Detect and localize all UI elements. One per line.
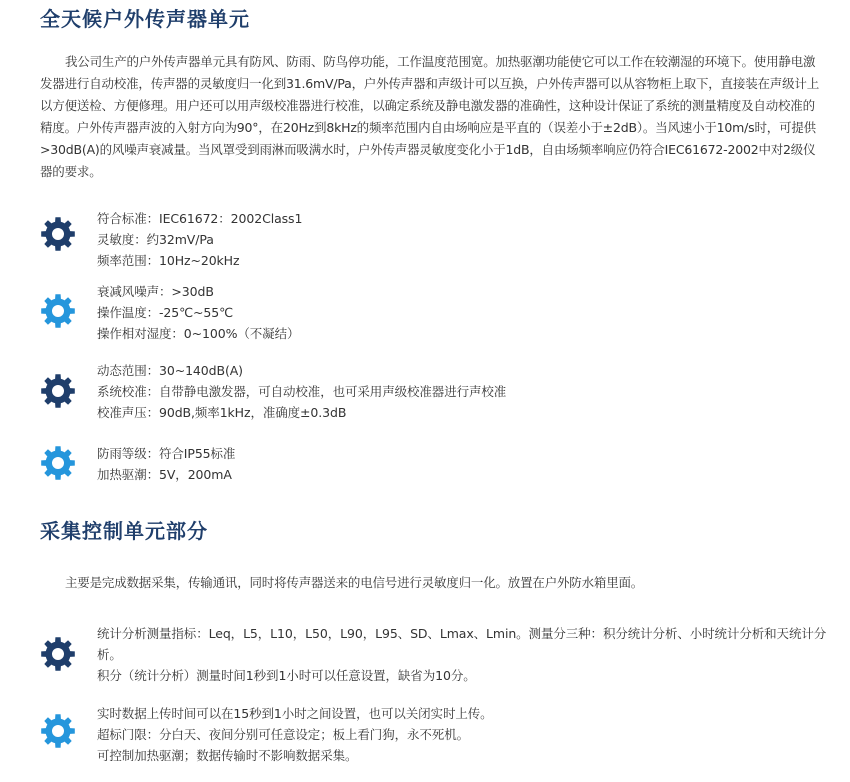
acquisition-intro-paragraph: 主要是完成数据采集，传输通讯，同时将传声器送来的电信号进行灵敏度归一化。放置在户外防水箱里面。: [65, 575, 644, 590]
feature-line: 校准声压：90dB,频率1kHz，准确度±0.3dB: [97, 405, 347, 420]
gear-icon: [40, 713, 76, 749]
feature-line: 衰减风噪声：>30dB: [97, 284, 214, 299]
feature-line: 操作温度：-25℃~55℃: [97, 305, 234, 320]
feature-line: 实时数据上传时间可以在15秒到1小时之间设置，也可以关闭实时上传。: [97, 706, 493, 721]
feature-line: 系统校准：自带静电激发器，可自动校准，也可采用声级校准器进行声校准: [97, 384, 507, 399]
feature-line: 超标门限：分白天、夜间分别可任意设定；板上看门狗，永不死机。: [97, 727, 470, 742]
section-title-microphone: 全天候户外传声器单元: [40, 7, 250, 31]
feature-line: 灵敏度：约32mV/Pa: [97, 232, 214, 247]
gear-icon: [40, 445, 76, 481]
gear-icon: [40, 636, 76, 672]
feature-line: 统计分析测量指标：Leq，L5，L10，L50，L90，L95、SD、Lmax、Lmin。测量分三种：积分统计分析、小时统计分析和天统计分析。: [97, 626, 827, 662]
feature-line: 积分（统计分析）测量时间1秒到1小时可以任意设置，缺省为10分。: [97, 668, 476, 683]
gear-icon: [40, 293, 76, 329]
section-title-acquisition: 采集控制单元部分: [40, 519, 208, 543]
feature-line: 防雨等级：符合IP55标准: [97, 446, 236, 461]
feature-line: 可控制加热驱潮；数据传输时不影响数据采集。: [97, 748, 358, 763]
microphone-intro-paragraph: 我公司生产的户外传声器单元具有防风、防雨、防鸟停功能，工作温度范围宽。加热驱潮功能使它可以工作在较潮湿的环境下。使用静电激发器进行自动校准，传声器的灵敏度归一化到31.6mV/Pa，户外传声器和声级计可以互换，户外传声器可以从容物柜上取下，直接装在声级计上以方便送检、方便修理。用户还可以用声级校准器进行校准，以确定系统及静电激发器的准确性，这种设计保证了系统的测量精度及自动校准的精度。户外传声器声波的入射方向为90°，在20Hz到8kHz的频率范围内自由场响应是平直的（误差小于±2dB）。当风速小于10m/s时，可提供>30dB(A)的风噪声衰减量。当风罩受到雨淋而吸满水时，户外传声器灵敏度变化小于1dB，自由场频率响应仍符合IEC61672-2002中对2级仪器的要求。: [40, 54, 820, 179]
feature-line: 操作相对湿度：0~100%（不凝结）: [97, 326, 300, 341]
feature-line: 符合标准：IEC61672：2002Class1: [97, 211, 303, 226]
feature-line: 频率范围：10Hz~20kHz: [97, 253, 240, 268]
feature-line: 动态范围：30~140dB(A): [97, 363, 243, 378]
gear-icon: [40, 216, 76, 252]
gear-icon: [40, 373, 76, 409]
feature-line: 加热驱潮：5V，200mA: [97, 467, 232, 482]
